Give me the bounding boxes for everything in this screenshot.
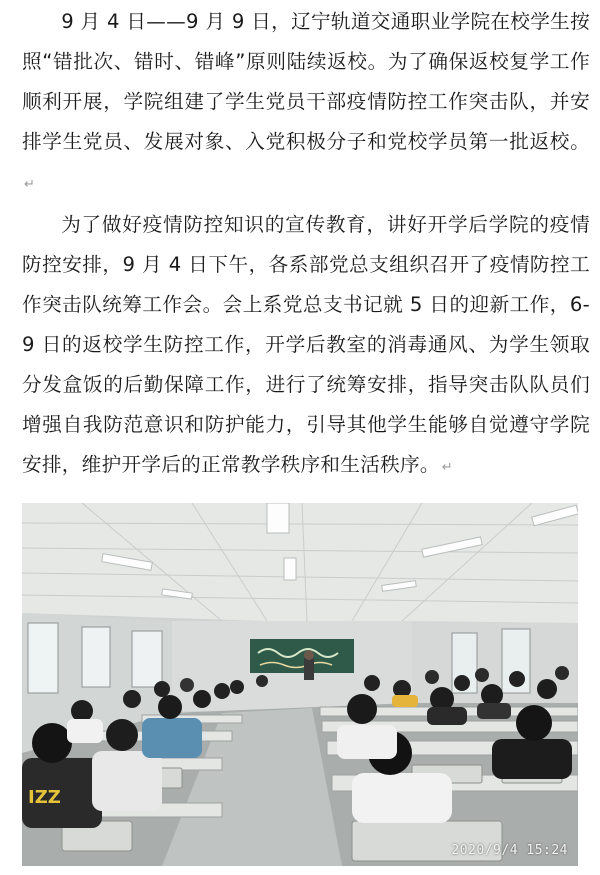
paragraph-2-text: 为了做好疫情防控知识的宣传教育，讲好开学后学院的疫情防控安排，9 月 4 日下午，各系部党总支组织召开了疫情防控工作突击队统筹工作会。会上系党总支书记就 5 日的迎新工作，6-9 日的返校学生防控工作，开学后教室的消毒通风、为学生领取分发盒饭的后勤保障工作，进行了统筹安排，指导突击队队员们增强自我防范意识和防护能力，引导其他学生能够自觉遵守学院安排，维护开学后的正常教学秩序和生活秩序。 [22,213,590,476]
paragraph-mark-icon: ↵ [441,460,453,475]
paragraph-1-text: 9 月 4 日——9 月 9 日，辽宁轨道交通职业学院在校学生按照“错批次、错时、错峰”原则陆续返校。为了确保返校复学工作顺利开展，学院组建了学生党员干部疫情防控工作突击队，并安排学生党员、发展对象、入党积极分子和党校学员第一批返校。 [22,10,590,153]
paragraph-mark-icon: ↵ [24,177,36,192]
paragraph-1 [22,0,590,205]
svg-text:IZZ: IZZ [28,787,61,808]
document-body [22,0,590,488]
paragraph-2 [22,205,590,488]
photo-timestamp: 2020/9/4 15:24 [451,843,568,858]
meeting-photo [22,503,578,866]
classroom-illustration [22,503,578,866]
